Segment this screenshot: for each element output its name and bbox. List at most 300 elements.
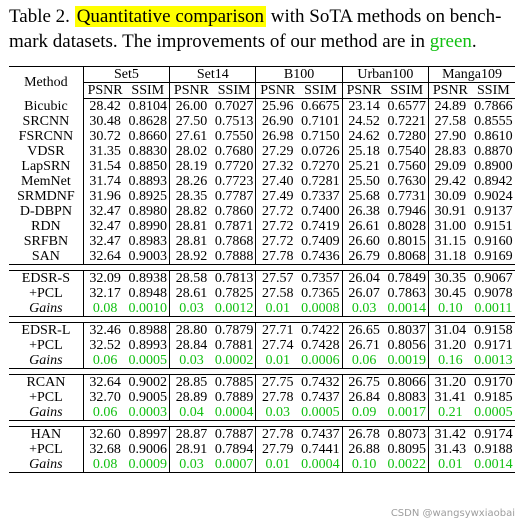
psnr-cell: 0.01	[265, 353, 291, 368]
psnr-cell: 24.62	[348, 129, 380, 144]
psnr-cell: 32.47	[89, 204, 121, 219]
base-model-row	[9, 375, 515, 391]
ssim-cell: 0.7221	[385, 114, 428, 129]
ssim-cell: 0.9002	[126, 375, 169, 391]
ssim-cell: 0.7879	[213, 323, 256, 339]
ssim-cell: 0.7894	[213, 442, 256, 457]
ssim-cell: 0.7946	[385, 204, 428, 219]
psnr-cell: 27.58	[434, 114, 467, 129]
ssim-cell: 0.0009	[126, 457, 169, 473]
ssim-cell: 0.9078	[474, 286, 513, 301]
ssim-cell: 0.7860	[213, 204, 256, 219]
ssim-cell: 0.7680	[213, 144, 256, 159]
ssim-cell: 0.7400	[299, 204, 342, 219]
psnr-cell: 32.47	[89, 234, 121, 249]
psnr-cell: 27.78	[262, 249, 294, 264]
ssim-cell: 0.7441	[299, 442, 342, 457]
psnr-cell: 28.42	[89, 99, 121, 114]
psnr-cell: 26.65	[348, 323, 380, 338]
psnr-cell: 27.72	[262, 204, 294, 219]
metric-header: PSNR	[342, 83, 385, 99]
caption-label: Table 2.	[9, 6, 70, 27]
ssim-cell: 0.7027	[213, 99, 256, 115]
psnr-cell: 26.75	[348, 375, 380, 390]
metric-header: PSNR	[256, 83, 299, 99]
psnr-cell: 31.96	[89, 189, 121, 204]
baseline-row	[9, 144, 515, 159]
ssim-cell: 0.9158	[474, 323, 513, 338]
ssim-cell: 0.8988	[126, 323, 169, 339]
psnr-cell: 31.18	[434, 249, 467, 264]
ssim-cell: 0.0011	[474, 301, 513, 316]
ssim-cell: 0.7437	[299, 390, 342, 405]
ssim-cell: 0.7720	[213, 159, 256, 174]
psnr-cell: 32.70	[89, 390, 121, 405]
watermark: CSDN @wangsywxiaobai	[390, 508, 515, 519]
ssim-cell: 0.7432	[299, 375, 342, 391]
psnr-cell: 0.08	[83, 457, 126, 473]
method-cell: RDN	[9, 219, 83, 234]
ssim-cell: 0.7560	[385, 159, 428, 174]
ssim-cell: 0.0010	[126, 301, 169, 317]
method-cell: Bicubic	[9, 99, 83, 115]
ssim-cell: 0.7630	[385, 174, 428, 189]
ssim-cell: 0.0022	[385, 457, 428, 473]
gains-row	[9, 457, 515, 473]
psnr-cell: 23.14	[348, 99, 380, 114]
psnr-cell: 24.89	[434, 99, 467, 114]
psnr-cell: 0.01	[429, 457, 472, 473]
psnr-cell: 0.21	[438, 405, 463, 420]
metric-header: SSIM	[299, 83, 342, 99]
psnr-cell: 31.04	[434, 323, 467, 338]
ssim-cell: 0.8900	[474, 159, 513, 174]
ssim-cell: 0.9024	[474, 189, 513, 204]
ssim-cell: 0.9003	[126, 249, 169, 265]
psnr-cell: 28.82	[175, 204, 208, 219]
psnr-cell: 31.74	[89, 174, 121, 189]
psnr-cell: 32.64	[89, 375, 121, 390]
psnr-cell: 25.68	[348, 189, 380, 204]
psnr-cell: 0.06	[92, 405, 118, 420]
psnr-cell: 26.71	[348, 338, 380, 353]
psnr-cell: 27.58	[262, 286, 294, 301]
ssim-cell: 0.9171	[474, 338, 513, 353]
ssim-cell: 0.7513	[213, 114, 256, 129]
psnr-cell: 28.81	[175, 219, 208, 234]
psnr-cell: 31.00	[434, 219, 467, 234]
ssim-cell: 0.0013	[474, 353, 513, 368]
psnr-cell: 30.35	[434, 271, 467, 286]
results-table-body	[9, 99, 515, 473]
baseline-row	[9, 219, 515, 234]
psnr-cell: 26.78	[348, 427, 380, 442]
psnr-cell: 26.38	[348, 204, 380, 219]
psnr-cell: 27.71	[262, 323, 294, 338]
psnr-cell: 31.15	[434, 234, 467, 249]
ssim-cell: 0.8628	[126, 114, 169, 129]
psnr-cell: 29.09	[434, 159, 467, 174]
psnr-cell: 30.09	[434, 189, 467, 204]
ssim-cell: 0.8555	[474, 114, 513, 129]
ssim-cell: 0.7365	[299, 286, 342, 301]
method-cell: +PCL	[9, 286, 83, 301]
method-cell: SRFBN	[9, 234, 83, 249]
psnr-cell: 0.01	[256, 457, 299, 473]
ssim-cell: 0.8850	[126, 159, 169, 174]
psnr-cell: 0.03	[351, 301, 377, 316]
metric-header: SSIM	[385, 83, 428, 99]
psnr-cell: 30.48	[89, 114, 121, 129]
ssim-cell: 0.0014	[385, 301, 428, 317]
ssim-cell: 0.7422	[299, 323, 342, 339]
psnr-cell: 0.01	[265, 301, 291, 316]
psnr-cell: 31.35	[89, 144, 121, 159]
caption-highlight: Quantitative comparison	[76, 6, 264, 27]
gains-row	[9, 405, 515, 421]
psnr-cell: 28.26	[175, 174, 208, 189]
psnr-cell: 31.20	[434, 338, 467, 353]
method-cell: D-DBPN	[9, 204, 83, 219]
ssim-cell: 0.0003	[126, 405, 169, 421]
psnr-cell: 32.60	[89, 427, 121, 442]
ssim-cell: 0.8104	[126, 99, 169, 115]
ssim-cell: 0.7419	[299, 219, 342, 234]
psnr-cell: 0.03	[179, 301, 204, 316]
dataset-header-row	[9, 67, 515, 83]
ssim-cell: 0.9185	[474, 390, 513, 405]
psnr-cell: 27.78	[262, 390, 294, 405]
ssim-cell: 0.8028	[385, 219, 428, 234]
ssim-cell: 0.7337	[299, 189, 342, 204]
ssim-cell: 0.7885	[213, 375, 256, 391]
method-cell: SRMDNF	[9, 189, 83, 204]
dataset-header: Urban100	[342, 67, 428, 83]
psnr-cell: 0.03	[265, 405, 291, 420]
psnr-cell: 32.09	[89, 271, 121, 286]
ssim-cell: 0.7550	[213, 129, 256, 144]
method-header: Method	[9, 67, 83, 99]
psnr-cell: 26.88	[348, 442, 380, 457]
psnr-cell: 0.06	[92, 353, 118, 368]
ssim-cell: 0.8948	[126, 286, 169, 301]
ssim-cell: 0.7871	[213, 219, 256, 234]
psnr-cell: 32.46	[89, 323, 121, 338]
psnr-cell: 25.96	[262, 99, 294, 114]
metric-header: SSIM	[472, 83, 515, 99]
method-cell: Gains	[9, 405, 83, 421]
ssim-cell: 0.7868	[213, 234, 256, 249]
ssim-cell: 0.7787	[213, 189, 256, 204]
ssim-cell: 0.0012	[213, 301, 256, 317]
method-cell: SRCNN	[9, 114, 83, 129]
metric-header: PSNR	[170, 83, 213, 99]
base-model-row	[9, 427, 515, 443]
psnr-cell: 32.64	[89, 249, 121, 264]
table-caption	[9, 4, 515, 54]
psnr-cell: 28.89	[175, 390, 208, 405]
baseline-row	[9, 174, 515, 189]
psnr-cell: 27.50	[175, 114, 208, 129]
psnr-cell: 26.04	[348, 271, 380, 286]
psnr-cell: 28.84	[175, 338, 208, 353]
ssim-cell: 0.0019	[385, 353, 428, 369]
ssim-cell: 0.8925	[126, 189, 169, 204]
psnr-cell: 26.90	[262, 114, 294, 129]
psnr-cell: 30.72	[89, 129, 121, 144]
ssim-cell: 0.7437	[299, 427, 342, 443]
psnr-cell: 26.98	[262, 129, 294, 144]
psnr-cell: 25.18	[348, 144, 380, 159]
method-cell: SAN	[9, 249, 83, 265]
psnr-cell: 0.10	[438, 301, 463, 316]
ssim-cell: 0.8015	[385, 234, 428, 249]
ssim-cell: 0.7409	[299, 234, 342, 249]
baseline-row	[9, 189, 515, 204]
psnr-cell: 25.21	[348, 159, 380, 174]
ssim-cell: 0.8068	[385, 249, 428, 265]
ssim-cell: 0.0726	[299, 144, 342, 159]
psnr-cell: 27.78	[262, 427, 294, 442]
ssim-cell: 0.8660	[126, 129, 169, 144]
ssim-cell: 0.8993	[126, 338, 169, 353]
ssim-cell: 0.8083	[385, 390, 428, 405]
method-cell: Gains	[9, 353, 83, 369]
psnr-cell: 0.08	[92, 301, 118, 316]
psnr-cell: 28.92	[175, 249, 208, 264]
psnr-cell: 27.90	[434, 129, 467, 144]
ssim-cell: 0.0008	[299, 301, 342, 317]
ssim-cell: 0.9151	[474, 219, 513, 234]
ssim-cell: 0.7270	[299, 159, 342, 174]
psnr-cell: 27.61	[175, 129, 208, 144]
psnr-cell: 31.42	[434, 427, 467, 442]
psnr-cell: 25.50	[348, 174, 380, 189]
ssim-cell: 0.7436	[299, 249, 342, 265]
psnr-cell: 28.87	[175, 427, 208, 442]
psnr-cell: 27.72	[262, 234, 294, 249]
pcl-row	[9, 390, 515, 405]
baseline-row	[9, 159, 515, 174]
results-table-container	[9, 66, 515, 473]
ssim-cell: 0.8990	[126, 219, 169, 234]
ssim-cell: 0.0017	[385, 405, 428, 421]
psnr-cell: 26.79	[348, 249, 380, 264]
ssim-cell: 0.0005	[299, 405, 342, 421]
psnr-cell: 27.57	[262, 271, 294, 286]
ssim-cell: 0.7881	[213, 338, 256, 353]
psnr-cell: 30.45	[434, 286, 467, 301]
ssim-cell: 0.0004	[213, 405, 256, 421]
ssim-cell: 0.8870	[474, 144, 513, 159]
ssim-cell: 0.9170	[474, 375, 513, 390]
method-cell: LapSRN	[9, 159, 83, 174]
psnr-cell: 26.61	[348, 219, 380, 234]
ssim-cell: 0.8893	[126, 174, 169, 189]
psnr-cell: 31.54	[89, 159, 121, 174]
metric-header: PSNR	[429, 83, 472, 99]
metric-header: SSIM	[126, 83, 169, 99]
baseline-row	[9, 234, 515, 249]
pcl-row	[9, 442, 515, 457]
baseline-row	[9, 249, 515, 265]
psnr-cell: 0.06	[351, 353, 377, 368]
psnr-cell: 27.72	[262, 219, 294, 234]
psnr-cell: 28.80	[175, 323, 208, 338]
base-model-row	[9, 271, 515, 287]
psnr-cell: 28.19	[175, 159, 208, 174]
psnr-cell: 28.61	[175, 286, 208, 301]
dataset-header: Set14	[170, 67, 256, 83]
psnr-cell: 31.43	[434, 442, 467, 457]
method-cell: +PCL	[9, 338, 83, 353]
method-cell: +PCL	[9, 390, 83, 405]
ssim-cell: 0.0007	[213, 457, 256, 473]
psnr-cell: 0.04	[179, 405, 204, 420]
dataset-header: Manga109	[429, 67, 515, 83]
method-cell: EDSR-L	[9, 323, 83, 339]
ssim-cell: 0.8980	[126, 204, 169, 219]
ssim-cell: 0.8073	[385, 427, 428, 443]
psnr-cell: 27.40	[262, 174, 294, 189]
method-cell: VDSR	[9, 144, 83, 159]
ssim-cell: 0.8056	[385, 338, 428, 353]
psnr-cell: 27.32	[262, 159, 294, 174]
method-cell: HAN	[9, 427, 83, 443]
gains-row	[9, 353, 515, 369]
ssim-cell: 0.8942	[474, 174, 513, 189]
metric-header: SSIM	[213, 83, 256, 99]
ssim-cell: 0.9006	[126, 442, 169, 457]
ssim-cell: 0.8066	[385, 375, 428, 391]
psnr-cell: 28.02	[175, 144, 208, 159]
method-cell: Gains	[9, 457, 83, 473]
ssim-cell: 0.0002	[213, 353, 256, 369]
psnr-cell: 30.91	[434, 204, 467, 219]
psnr-cell: 0.10	[342, 457, 385, 473]
psnr-cell: 28.83	[434, 144, 467, 159]
psnr-cell: 0.09	[351, 405, 377, 420]
ssim-cell: 0.8830	[126, 144, 169, 159]
pcl-row	[9, 338, 515, 353]
psnr-cell: 27.74	[262, 338, 294, 353]
psnr-cell: 0.03	[179, 353, 204, 368]
method-cell: Gains	[9, 301, 83, 317]
ssim-cell: 0.9137	[474, 204, 513, 219]
psnr-cell: 27.29	[262, 144, 294, 159]
ssim-cell: 0.9160	[474, 234, 513, 249]
psnr-cell: 32.52	[89, 338, 121, 353]
method-cell: RCAN	[9, 375, 83, 391]
psnr-cell: 31.41	[434, 390, 467, 405]
ssim-cell: 0.7825	[213, 286, 256, 301]
results-table	[9, 66, 515, 473]
ssim-cell: 0.8610	[474, 129, 513, 144]
ssim-cell: 0.0014	[472, 457, 515, 473]
ssim-cell: 0.7357	[299, 271, 342, 287]
dataset-header: Set5	[83, 67, 169, 83]
ssim-cell: 0.9169	[474, 249, 513, 264]
baseline-row	[9, 99, 515, 115]
ssim-cell: 0.7888	[213, 249, 256, 265]
caption-period: .	[471, 31, 477, 52]
ssim-cell: 0.7889	[213, 390, 256, 405]
method-cell: +PCL	[9, 442, 83, 457]
ssim-cell: 0.7849	[385, 271, 428, 287]
ssim-cell: 0.8938	[126, 271, 169, 287]
baseline-row	[9, 204, 515, 219]
psnr-cell: 26.07	[348, 286, 380, 301]
ssim-cell: 0.0005	[126, 353, 169, 369]
psnr-cell: 26.84	[348, 390, 380, 405]
ssim-cell: 0.9188	[474, 442, 513, 457]
psnr-cell: 27.75	[262, 375, 294, 390]
psnr-cell: 32.17	[89, 286, 121, 301]
ssim-cell: 0.7281	[299, 174, 342, 189]
psnr-cell: 0.16	[438, 353, 463, 368]
ssim-cell: 0.7101	[299, 114, 342, 129]
caption-text: with SoTA methods on bench-mark datasets. The improvements of our method are in	[9, 6, 502, 52]
ssim-cell: 0.7863	[385, 286, 428, 301]
psnr-cell: 32.68	[89, 442, 121, 457]
ssim-cell: 0.7731	[385, 189, 428, 204]
ssim-cell: 0.7428	[299, 338, 342, 353]
ssim-cell: 0.8997	[126, 427, 169, 443]
ssim-cell: 0.0005	[474, 405, 513, 420]
base-model-row	[9, 323, 515, 339]
ssim-cell: 0.7280	[385, 129, 428, 144]
ssim-cell: 0.7150	[299, 129, 342, 144]
ssim-cell: 0.8983	[126, 234, 169, 249]
metric-header-row	[9, 83, 515, 99]
ssim-cell: 0.9005	[126, 390, 169, 405]
ssim-cell: 0.6675	[299, 99, 342, 115]
psnr-cell: 31.20	[434, 375, 467, 390]
psnr-cell: 0.03	[170, 457, 213, 473]
psnr-cell: 29.42	[434, 174, 467, 189]
ssim-cell: 0.0006	[299, 353, 342, 369]
psnr-cell: 26.60	[348, 234, 380, 249]
ssim-cell: 0.8095	[385, 442, 428, 457]
psnr-cell: 27.79	[262, 442, 294, 457]
pcl-row	[9, 286, 515, 301]
ssim-cell: 0.0004	[299, 457, 342, 473]
psnr-cell: 32.47	[89, 219, 121, 234]
ssim-cell: 0.6577	[385, 99, 428, 115]
gains-row	[9, 301, 515, 317]
ssim-cell: 0.9067	[474, 271, 513, 286]
psnr-cell: 28.35	[175, 189, 208, 204]
ssim-cell: 0.8037	[385, 323, 428, 339]
psnr-cell: 26.00	[175, 99, 208, 114]
ssim-cell: 0.7723	[213, 174, 256, 189]
ssim-cell: 0.7813	[213, 271, 256, 287]
method-cell: EDSR-S	[9, 271, 83, 287]
method-cell: FSRCNN	[9, 129, 83, 144]
psnr-cell: 28.91	[175, 442, 208, 457]
baseline-row	[9, 114, 515, 129]
psnr-cell: 24.52	[348, 114, 380, 129]
psnr-cell: 28.81	[175, 234, 208, 249]
method-cell: MemNet	[9, 174, 83, 189]
ssim-cell: 0.9174	[474, 427, 513, 442]
ssim-cell: 0.7887	[213, 427, 256, 443]
dataset-header: B100	[256, 67, 342, 83]
ssim-cell: 0.7540	[385, 144, 428, 159]
psnr-cell: 28.58	[175, 271, 208, 286]
ssim-cell: 0.7866	[474, 99, 513, 114]
baseline-row	[9, 129, 515, 144]
